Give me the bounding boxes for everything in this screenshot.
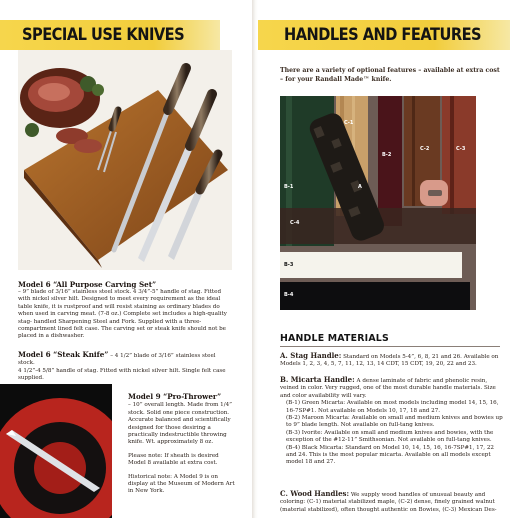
micarta-handle-body: A dense laminate of fabric and phenolic resin, veined in color. Very rugged, one of the most durable handle materials. Size and color availability will vary. [280, 378, 496, 399]
wood-handle-title: C. Wood Handles: [280, 489, 350, 498]
model6-steak-title-tail: – 4 1/2” blade of 3/16” stainless steel stock. [18, 353, 216, 367]
photo-label-b1: B-1 [284, 184, 294, 190]
model6-carving-title: Model 6 “All Purpose Carving Set” [18, 280, 157, 289]
model9-note-history: Historical note: A Model 9 is on display at the Museum of Modern Art in New York. [128, 473, 235, 495]
photo-label-b2: B-2 [382, 152, 392, 158]
right-banner-title: HANDLES AND FEATURES [284, 25, 482, 45]
model6-steak-body: 4 1/2”-4 5/8” handle of stag. Fitted with nickel silver hilt. Single felt case supplied. [18, 367, 226, 382]
micarta-b2: (B-2) Maroon Micarta: Available on small and medium knives and bowies up to 9” blade length. Not available on full-tang knives. [286, 415, 503, 429]
model9-entry [128, 392, 238, 502]
micarta-handle-title: B. Micarta Handle: [280, 375, 355, 384]
model9-title: Model 9 “Pro-Thrower” [128, 392, 222, 401]
left-banner-title: SPECIAL USE KNIVES [22, 25, 185, 45]
wood-handle-entry [280, 490, 504, 514]
photo-label-c4: C-4 [290, 220, 300, 226]
model9-note-sheath: Please note: If sheath is desired Model 8 available at extra cost. [128, 452, 219, 467]
model9-body: – 10” overall length. Made from 1/4” stock. Solid one piece construction. Accurate balanced and scientifically designed for those desiring a practically indestructible throwing knife. Wt. approximately 8 oz. [128, 402, 233, 446]
left-page [0, 0, 252, 518]
handle-materials-heading: HANDLE MATERIALS [280, 333, 389, 344]
micarta-b3: (B-3) Ivorite: Available on small and medium knives and bowies, with the exception of the #12-11” Smithsonian. Not available on full-tang knives. [286, 429, 494, 444]
photo-label-b3: B-3 [284, 262, 294, 268]
wood-handle-body: We supply wood handles of unusual beauty and coloring: (C-1) material stabilized maple, (C-2) dense, finely grained walnut (material stabilized), often thought authentic on Bowies, (C-3) Mexican Des- [280, 492, 497, 513]
micarta-b1: (B-1) Green Micarta: Available on most models including model 14, 15, 16, 16-7SP#1. Not available on Models 10, 17, 18 and 27. [286, 400, 499, 414]
section-divider [280, 346, 500, 347]
photo-label-c3: C-3 [456, 146, 466, 152]
handle-materials-photo [280, 96, 476, 310]
model6-steak-title: Model 6 “Steak Knife” [18, 350, 109, 359]
model6-steak-entry [18, 350, 234, 383]
right-page [258, 0, 510, 518]
micarta-handle-entry [280, 376, 504, 467]
carving-set-photo [18, 50, 232, 270]
stag-handle-title: A. Stag Handle: [280, 351, 342, 360]
photo-label-b4: B-4 [284, 292, 294, 298]
left-banner [0, 20, 220, 50]
pro-thrower-photo [0, 384, 112, 518]
right-banner [258, 20, 510, 50]
stag-handle-body: Standard on Models 5-4”, 6, 8, 21 and 26. Available on Models 1, 2, 3, 4, 5, 7, 11, 12, 13, 14 CDT, 15 CDT, 19, 20, 22 and 23. [280, 354, 499, 368]
model6-carving-entry [18, 280, 234, 341]
photo-label-c2: C-2 [420, 146, 430, 152]
photo-label-a: A [358, 184, 362, 190]
micarta-b4: (B-4) Black Micarta: Standard on Model 10, 14, 15, 16, 16-7SP#1, 17, 22 and 24. This is the most popular micarta. Available on all models except model 18 and 27. [286, 444, 494, 466]
features-intro: There are a variety of optional features – available at extra cost – for your Randall Made™ knife. [280, 67, 500, 83]
model6-carving-body: – 9” blade of 3/16” stainless steel stock. 4 3/4”-5” handle of stag. Fitted with nickel silver hilt. Designed to meet every requirement as the ideal table knife, it is rustproof and will resist staining as ordinary blades do when used in carving meat. (7-8 oz.) Complete set includes a high-quality stag- handled Sharpening Steel and Fork. Supplied with a three- compartment lined felt case. The carving set or steak knife should not be placed in a dishwasher. [18, 289, 227, 340]
photo-label-c1: C-1 [344, 120, 354, 126]
stag-handle-entry [280, 352, 504, 369]
